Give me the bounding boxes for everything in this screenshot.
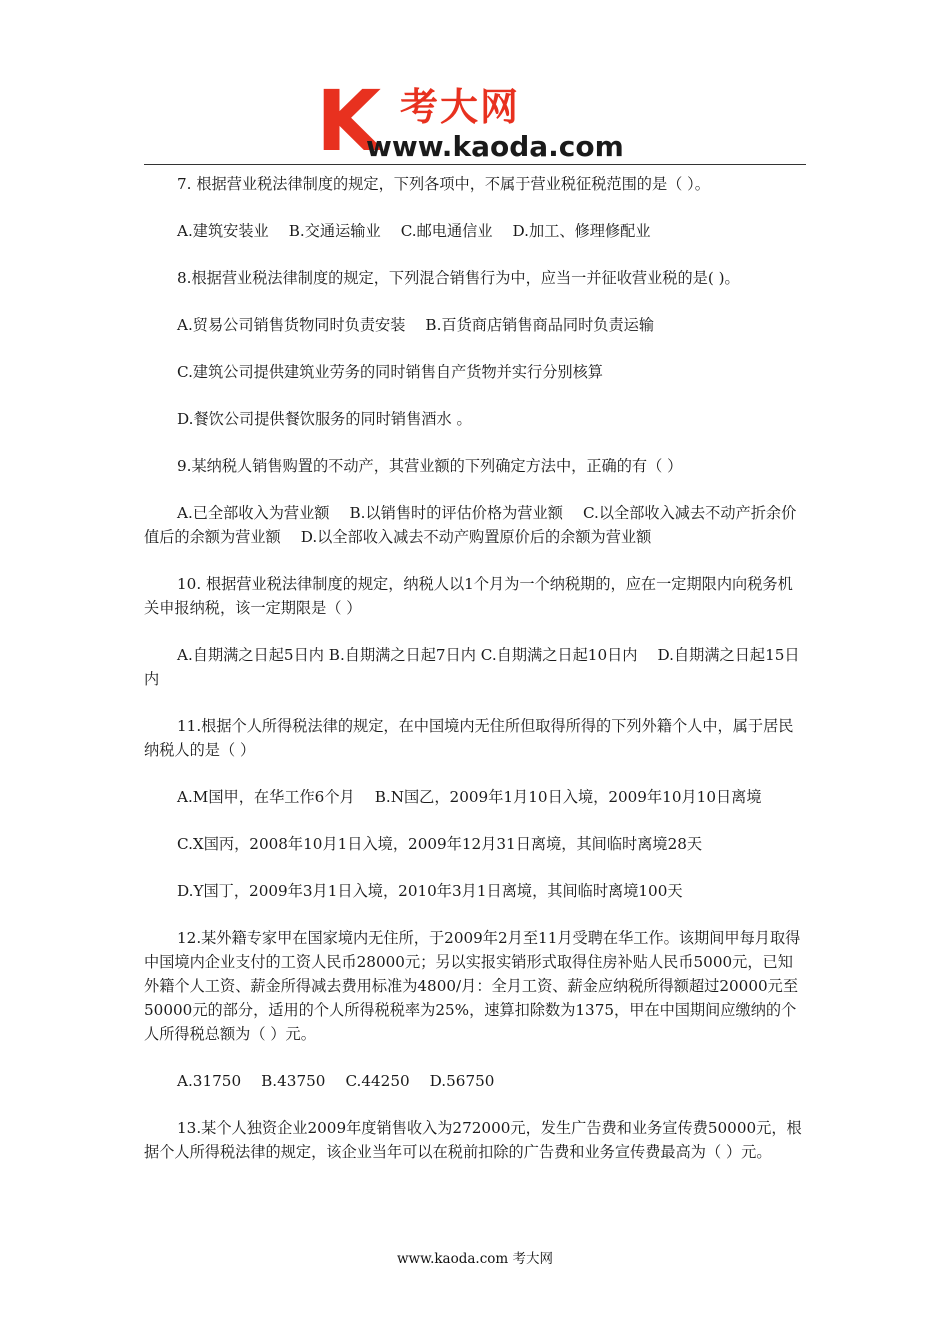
- question-11-option-d: D.Y国丁，2009年3月1日入境，2010年3月1日离境，其间临时离境100天: [177, 882, 683, 900]
- question-11-option-c: C.X国丙，2008年10月1日入境，2009年12月31日离境，其间临时离境28天: [177, 835, 703, 853]
- question-8-options-ab: A.贸易公司销售货物同时负责安装 B.百货商店销售商品同时负责运输: [177, 316, 655, 334]
- logo-url: www.kaoda.com: [366, 130, 624, 162]
- question-10-options: A.自期满之日起5日内 B.自期满之日起7日内 C.自期满之日起10日内 D.自期满之日起15日内: [144, 646, 800, 688]
- question-12: 12.某外籍专家甲在国家境内无住所，于2009年2月至11月受聘在华工作。该期间甲每月取得中国境内企业支付的工资人民币28000元；另以实报实销形式取得住房补贴人民币5000元，已知外籍个人工资、薪金所得减去费用标准为4800/月：全月工资、薪金应纳税所得额超过20000元至50000元的部分，适用的个人所得税税率为25%，速算扣除数为1375，甲在中国期间应缴纳的个人所得税总额为（ ）元。: [144, 929, 801, 1043]
- page-footer: www.kaoda.com 考大网: [397, 1251, 553, 1267]
- question-11-options-ab: A.M国甲，在华工作6个月 B.N国乙，2009年1月10日入境，2009年10月10日离境: [177, 788, 762, 806]
- question-8-option-d: D.餐饮公司提供餐饮服务的同时销售酒水 。: [177, 410, 472, 428]
- kaoda-logo-mark: [316, 80, 646, 162]
- question-12-options: A.31750 B.43750 C.44250 D.56750: [177, 1072, 495, 1090]
- question-13: 13.某个人独资企业2009年度销售收入为272000元，发生广告费和业务宣传费50000元，根据个人所得税法律的规定，该企业当年可以在税前扣除的广告费和业务宣传费最高为（ ）元。: [144, 1119, 802, 1161]
- kaoda-logo: [316, 80, 646, 162]
- question-9-options: A.已全部收入为营业额 B.以销售时的评估价格为营业额 C.以全部收入减去不动产折余价值后的余额为营业额 D.以全部收入减去不动产购置原价后的余额为营业额: [144, 504, 797, 546]
- document-body: [144, 172, 806, 1187]
- question-8-option-c: C.建筑公司提供建筑业劳务的同时销售自产货物并实行分别核算: [177, 363, 603, 381]
- logo-k-letter: K: [316, 80, 382, 162]
- question-8: 8.根据营业税法律制度的规定，下列混合销售行为中，应当一并征收营业税的是( )。: [177, 269, 740, 287]
- header-divider: [144, 164, 806, 165]
- question-7: 7. 根据营业税法律制度的规定，下列各项中，不属于营业税征税范围的是（ ）。: [177, 175, 710, 193]
- question-7-options: A.建筑安装业 B.交通运输业 C.邮电通信业 D.加工、修理修配业: [177, 222, 651, 240]
- question-10: 10. 根据营业税法律制度的规定，纳税人以1个月为一个纳税期的，应在一定期限内向税务机关申报纳税，该一定期限是（ ）: [144, 575, 793, 617]
- question-9: 9.某纳税人销售购置的不动产，其营业额的下列确定方法中，正确的有（ ）: [177, 457, 683, 475]
- question-11: 11.根据个人所得税法律的规定，在中国境内无住所但取得所得的下列外籍个人中，属于居民纳税人的是（ ）: [144, 717, 794, 759]
- logo-brand-cn: 考大网: [400, 85, 521, 129]
